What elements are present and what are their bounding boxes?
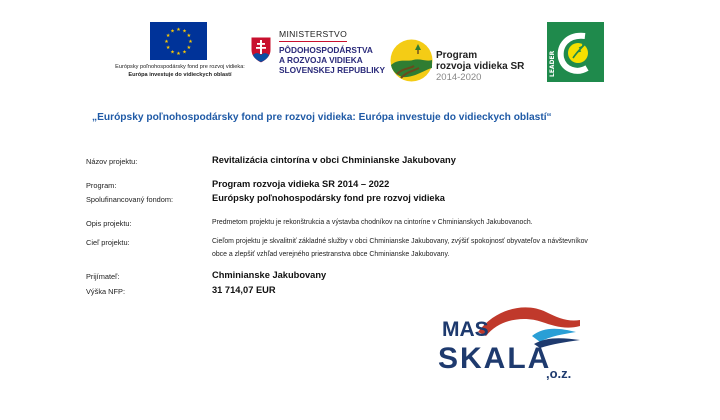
prv-line2: rozvoja vidieka SR xyxy=(436,61,525,72)
svg-text:★: ★ xyxy=(186,33,192,39)
nfp-label: Výška NFP: xyxy=(86,287,126,296)
program-label: Program: xyxy=(86,181,117,190)
goal-line2: obce a zlepšiť vzhľad verejného priestranstva obce Chminianske Jakubovany. xyxy=(212,251,450,258)
prv-line1: Program xyxy=(436,50,478,61)
recipient-value: Chminianske Jakubovany xyxy=(212,270,327,280)
svg-text:★: ★ xyxy=(170,49,175,56)
ministry-name xyxy=(279,45,385,75)
prv-program-title xyxy=(436,50,524,72)
svg-text:★: ★ xyxy=(165,33,171,39)
svg-text:★: ★ xyxy=(164,39,169,45)
svg-text:★: ★ xyxy=(188,39,193,45)
skala-word: SKALA xyxy=(438,342,552,375)
goal-line1: Cieľom projektu je skvalitniť základné služby v obci Chminianske Jakubovany, zvýšiť spokojnosť obyvateľov a návštevníkov xyxy=(212,238,588,245)
nfp-value: 31 714,07 EUR xyxy=(212,285,276,295)
eu-caption-line1: Európsky poľnohospodársky fond pre rozvoj vidieka: xyxy=(115,64,245,70)
eu-caption-line2: Európa investuje do vidieckych oblastí xyxy=(128,72,232,78)
svg-text:★: ★ xyxy=(186,45,192,51)
slovak-coat-of-arms-icon xyxy=(250,36,272,64)
description-value: Predmetom projektu je rekonštrukcia a výstavba chodníkov na cintoríne v Chminianskych Jakubovanoch. xyxy=(212,219,533,226)
fund-value: Európsky poľnohospodársky fond pre rozvoj vidieka xyxy=(212,193,445,203)
ministry-name-line2: PÔDOHOSPODÁRSTVA xyxy=(279,45,373,55)
mas-skala-logo xyxy=(436,302,586,386)
ministry-name-line3: A ROZVOJA VIDIEKA xyxy=(279,55,363,65)
project-name-label: Názov projektu: xyxy=(86,157,138,166)
leader-logo-icon xyxy=(547,22,604,82)
prv-logo-icon xyxy=(389,38,434,83)
prv-period: 2014-2020 xyxy=(436,72,482,83)
svg-text:LEADER: LEADER xyxy=(549,50,556,77)
eu-caption xyxy=(105,63,255,79)
goal-value xyxy=(212,235,588,261)
ministry-title: MINISTERSTVO xyxy=(279,29,348,39)
recipient-label: Prijímateľ: xyxy=(86,272,120,281)
ministry-divider xyxy=(279,41,347,42)
svg-text:★: ★ xyxy=(182,49,187,56)
goal-label: Cieľ projektu: xyxy=(86,238,130,247)
svg-text:★: ★ xyxy=(176,51,181,57)
eu-flag-icon xyxy=(150,22,207,60)
fund-label: Spolufinancovaný fondom: xyxy=(86,195,174,204)
project-name-value: Revitalizácia cintorína v obci Chminianske Jakubovany xyxy=(212,155,456,165)
svg-text:★: ★ xyxy=(165,45,171,51)
description-label: Opis projektu: xyxy=(86,219,132,228)
page-headline: „Európsky poľnohospodársky fond pre rozvoj vidieka: Európa investuje do vidieckych oblastí“ xyxy=(92,112,552,123)
program-value: Program rozvoja vidieka SR 2014 – 2022 xyxy=(212,179,390,189)
svg-text:★: ★ xyxy=(182,28,187,35)
svg-text:★: ★ xyxy=(176,27,181,33)
svg-text:★: ★ xyxy=(170,28,175,35)
ministry-name-line4: SLOVENSKEJ REPUBLIKY xyxy=(279,65,386,75)
mas-suffix: ,o.z. xyxy=(546,366,572,381)
mas-word: MAS xyxy=(442,318,489,341)
